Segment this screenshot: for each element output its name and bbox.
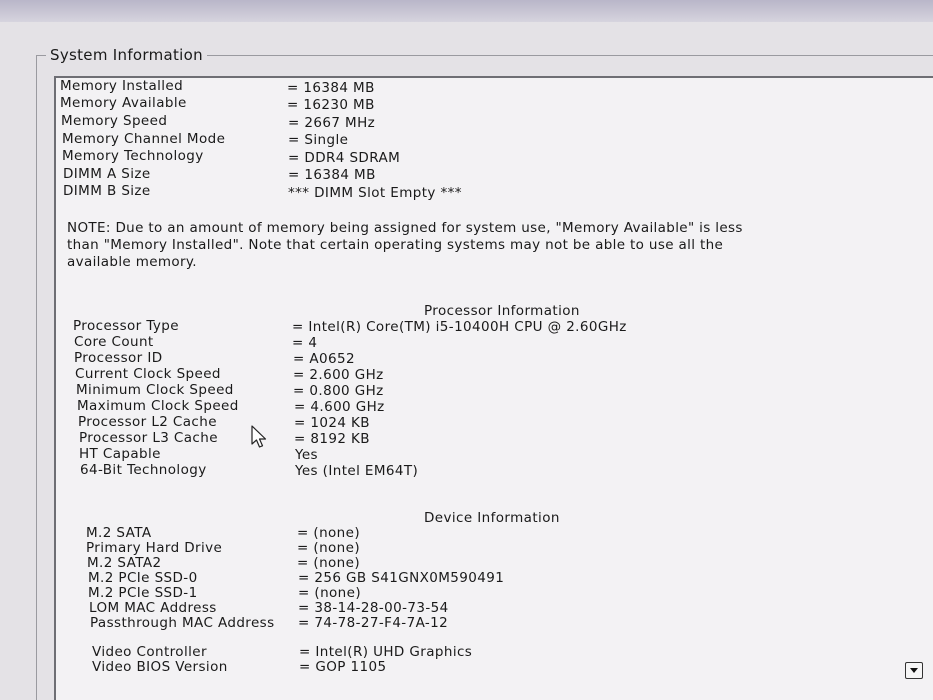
processor-label: Minimum Clock Speed	[76, 382, 234, 398]
device-label: LOM MAC Address	[89, 600, 217, 616]
memory-label: Memory Channel Mode	[62, 131, 226, 147]
processor-value: = Intel(R) Core(TM) i5-10400H CPU @ 2.60GHz	[292, 319, 627, 335]
device-label: M.2 SATA2	[87, 555, 162, 571]
memory-label: Memory Technology	[62, 148, 204, 164]
device-label: M.2 PCIe SSD-0	[88, 570, 198, 586]
window-top-band	[0, 0, 933, 22]
memory-value: = DDR4 SDRAM	[288, 150, 401, 166]
memory-value: *** DIMM Slot Empty ***	[288, 185, 462, 201]
device-value: = 38-14-28-00-73-54	[298, 600, 449, 616]
processor-value: = 1024 KB	[294, 415, 370, 431]
processor-label: Processor Type	[73, 318, 179, 334]
processor-label: 64-Bit Technology	[80, 462, 207, 478]
processor-label: HT Capable	[79, 446, 161, 462]
processor-value: = 4	[292, 335, 318, 351]
device-value: = 74-78-27-F4-7A-12	[298, 615, 449, 631]
memory-label: DIMM A Size	[63, 166, 151, 182]
memory-value: = 16384 MB	[288, 167, 376, 183]
memory-note	[67, 220, 847, 271]
device-value: = (none)	[298, 585, 362, 601]
group-title: System Information	[46, 46, 207, 64]
memory-value: = 16384 MB	[287, 80, 375, 96]
note-line: than "Memory Installed". Note that certain operating systems may not be able to use all the	[67, 237, 724, 253]
device-label: M.2 PCIe SSD-1	[88, 585, 198, 601]
note-line: available memory.	[67, 254, 197, 270]
device-value: = (none)	[297, 555, 361, 571]
device-label: M.2 SATA	[86, 525, 152, 541]
video-label: Video Controller	[92, 644, 207, 660]
processor-label: Current Clock Speed	[75, 366, 221, 382]
processor-label: Maximum Clock Speed	[77, 398, 239, 414]
device-value: = 256 GB S41GNX0M590491	[298, 570, 505, 586]
memory-label: Memory Available	[60, 95, 187, 111]
device-value: = (none)	[297, 525, 361, 541]
processor-value: = A0652	[293, 351, 355, 367]
device-label: Primary Hard Drive	[86, 540, 223, 556]
video-value: = GOP 1105	[299, 659, 387, 675]
processor-heading: Processor Information	[424, 303, 580, 319]
processor-label: Processor L3 Cache	[79, 430, 218, 446]
scroll-down-button[interactable]	[905, 662, 923, 679]
device-label: Passthrough MAC Address	[90, 615, 275, 631]
processor-label: Processor L2 Cache	[78, 414, 217, 430]
processor-value: Yes (Intel EM64T)	[295, 463, 419, 479]
processor-label: Processor ID	[74, 350, 163, 366]
memory-label: DIMM B Size	[63, 183, 151, 199]
device-value: = (none)	[297, 540, 361, 556]
note-line: NOTE: Due to an amount of memory being assigned for system use, "Memory Available" is less	[67, 220, 743, 236]
memory-label: Memory Speed	[61, 113, 168, 129]
memory-value: = 2667 MHz	[288, 115, 376, 131]
video-label: Video BIOS Version	[92, 659, 228, 675]
processor-value: = 2.600 GHz	[293, 367, 384, 383]
processor-label: Core Count	[74, 334, 154, 350]
memory-value: = Single	[288, 132, 349, 148]
processor-value: = 4.600 GHz	[294, 399, 385, 415]
processor-value: = 0.800 GHz	[293, 383, 384, 399]
memory-value: = 16230 MB	[287, 97, 375, 113]
processor-value: = 8192 KB	[294, 431, 370, 447]
processor-value: Yes	[295, 447, 318, 463]
device-heading: Device Information	[424, 510, 560, 526]
video-value: = Intel(R) UHD Graphics	[299, 644, 473, 660]
memory-label: Memory Installed	[60, 78, 184, 94]
mouse-pointer-icon	[250, 425, 270, 449]
